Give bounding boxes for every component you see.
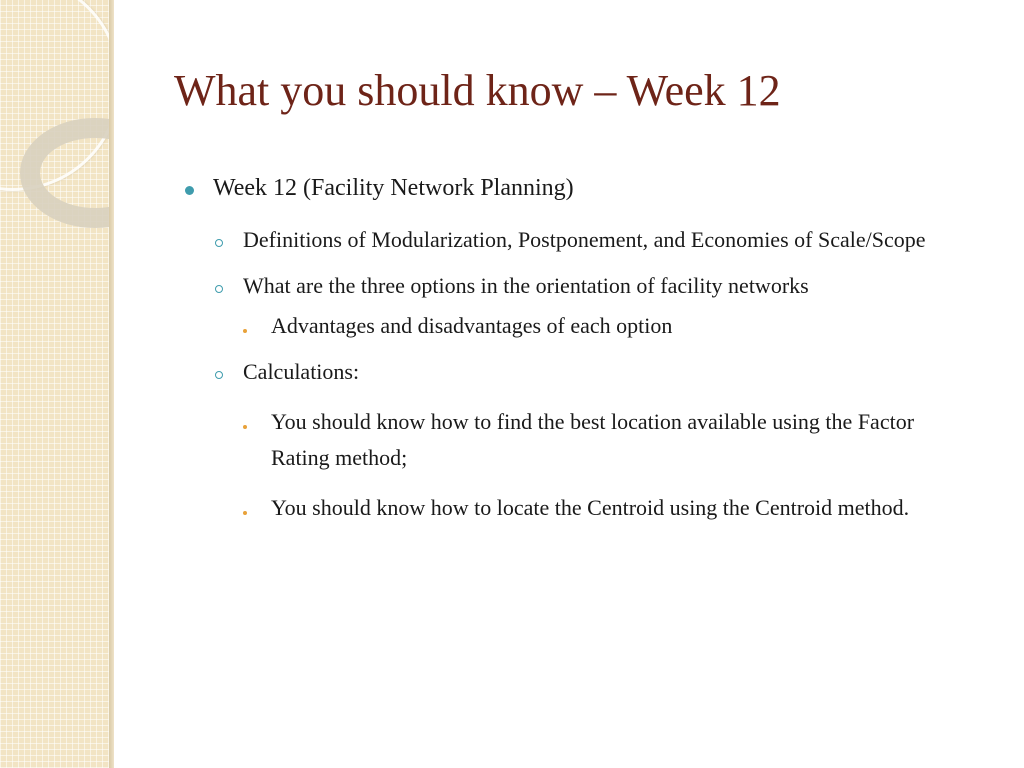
detail-advantages	[185, 308, 971, 344]
bullet-main	[185, 170, 985, 206]
small-dot-bullet-icon	[243, 404, 247, 440]
sub-bullet-definitions	[185, 222, 973, 258]
ring-bullet-icon	[215, 268, 223, 304]
bullet-main-text: Week 12 (Facility Network Planning)	[213, 175, 574, 201]
sub-bullet-calculations-text: Calculations:	[243, 359, 360, 384]
ring-bullet-icon	[215, 354, 223, 390]
detail-factor-rating-text: You should know how to find the best location available using the Factor Rating method;	[271, 409, 915, 470]
decorative-side-panel	[0, 0, 113, 768]
sub-bullet-orientation	[185, 268, 973, 304]
sub-bullet-definitions-text: Definitions of Modularization, Postponement, and Economies of Scale/Scope	[243, 227, 926, 252]
detail-centroid-text: You should know how to locate the Centroid using the Centroid method.	[271, 495, 910, 520]
panel-edge	[109, 0, 114, 768]
small-dot-bullet-icon	[243, 308, 247, 344]
sub-bullet-calculations	[185, 354, 973, 390]
small-dot-bullet-icon	[243, 490, 247, 526]
detail-factor-rating	[185, 404, 971, 476]
detail-centroid	[185, 490, 971, 526]
slide-title: What you should know – Week 12	[174, 66, 781, 115]
sub-bullet-orientation-text: What are the three options in the orientation of facility networks	[243, 273, 809, 298]
slide-content	[185, 170, 985, 536]
detail-advantages-text: Advantages and disadvantages of each option	[271, 313, 673, 338]
filled-bullet-icon	[185, 170, 194, 206]
ring-bullet-icon	[215, 222, 223, 258]
